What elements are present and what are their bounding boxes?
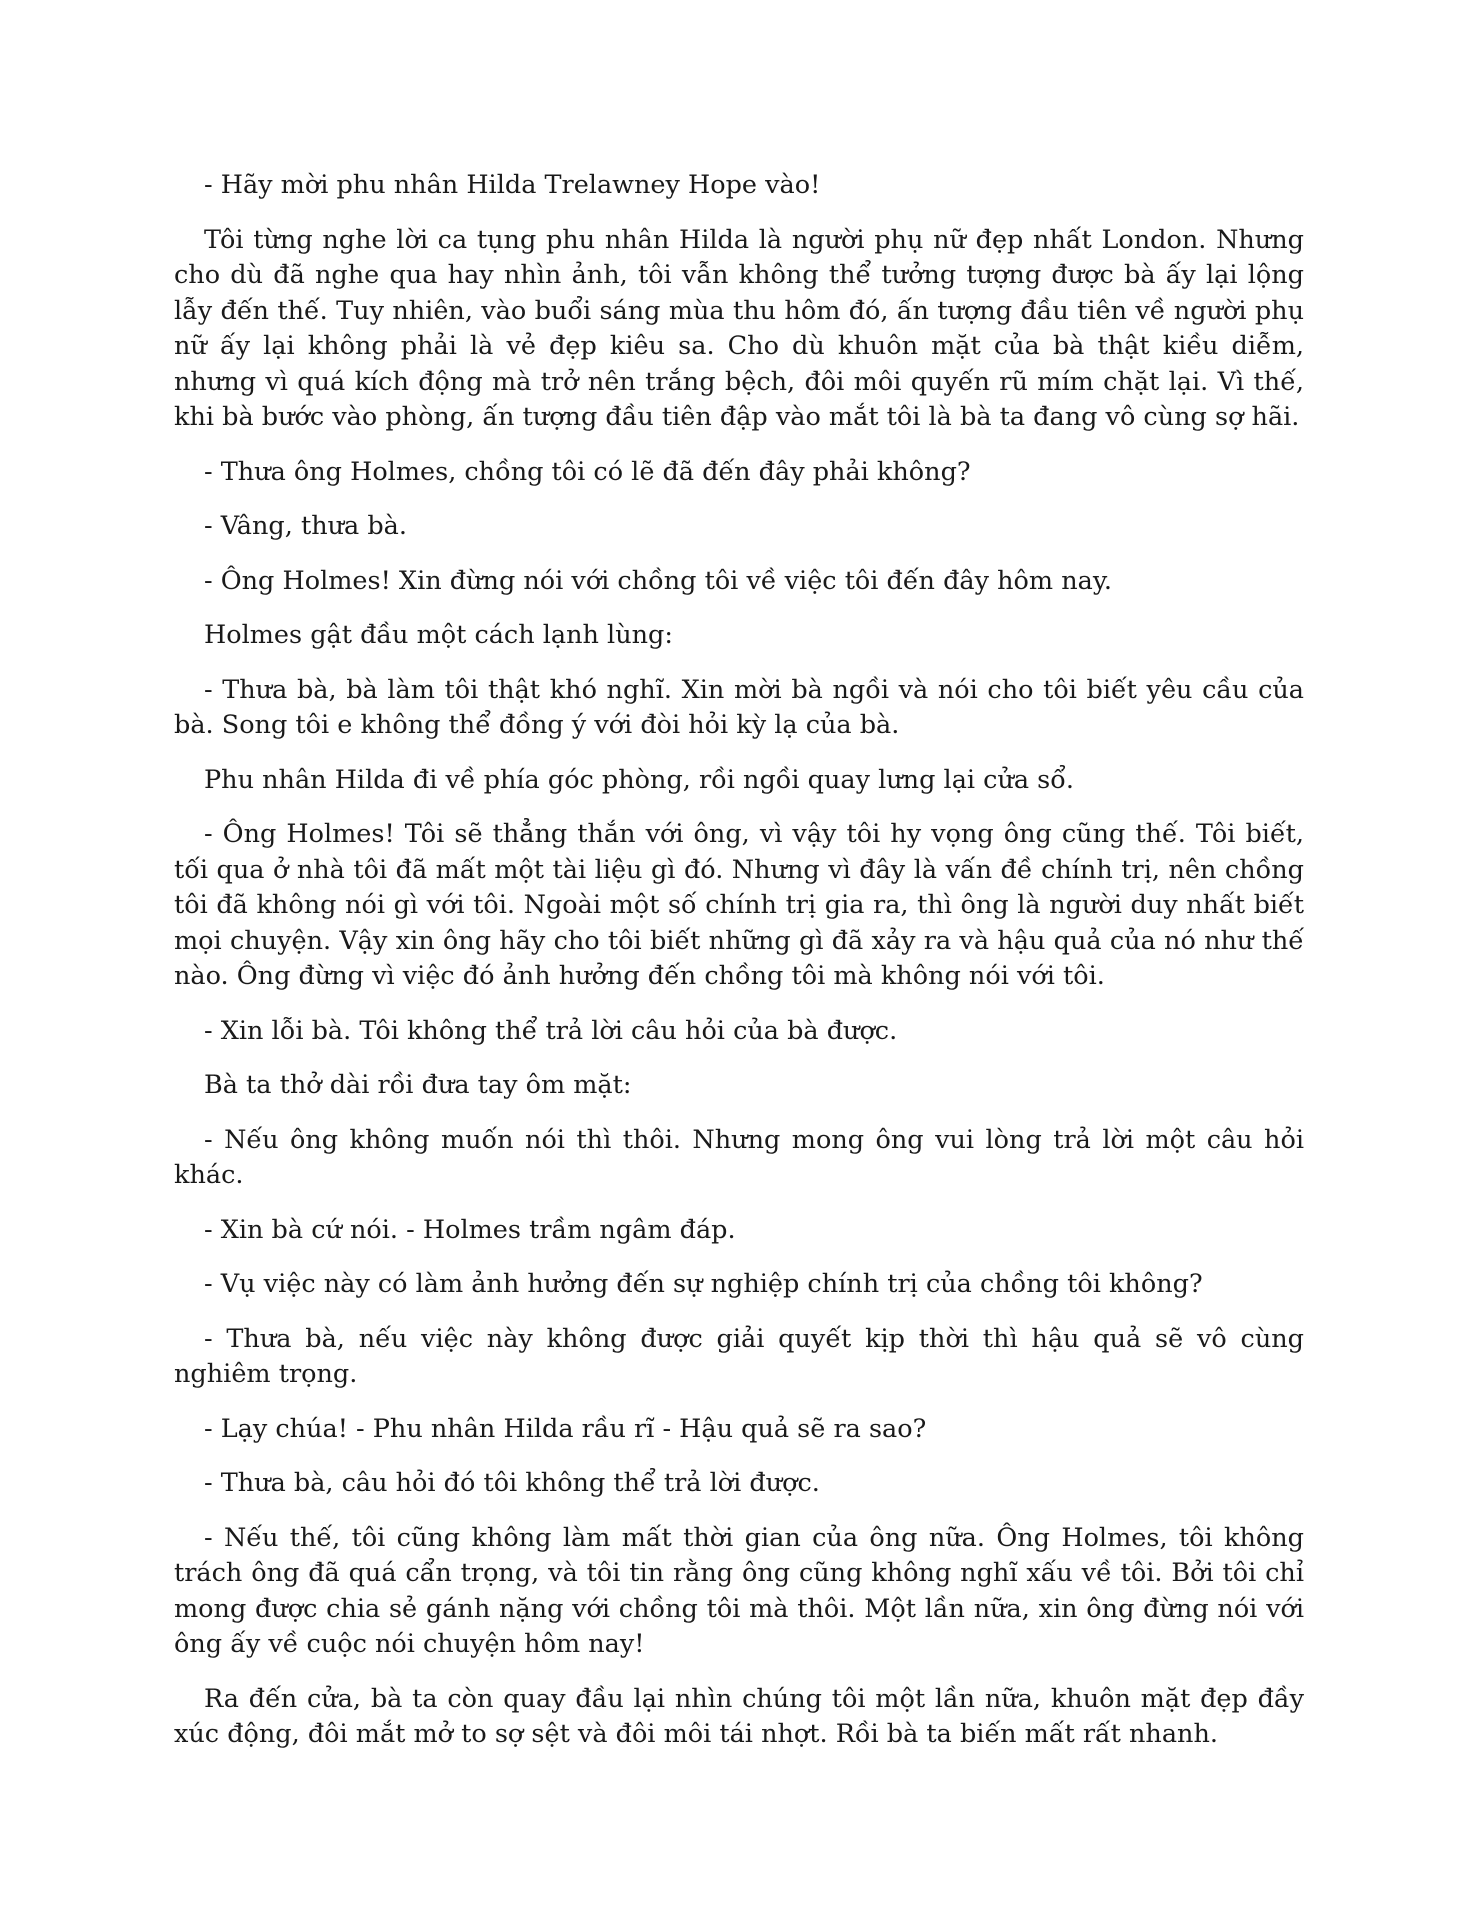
paragraph: - Thưa bà, câu hỏi đó tôi không thể trả lời được. xyxy=(204,1468,820,1498)
paragraph: - Vâng, thưa bà. xyxy=(204,511,407,541)
paragraph: Holmes gật đầu một cách lạnh lùng: xyxy=(204,620,673,650)
paragraph: Tôi từng nghe lời ca tụng phu nhân Hilda là người phụ nữ đẹp nhất London. Nhưng cho dù đã nghe qua hay nhìn ảnh, tôi vẫn không thể tưởng tượng được bà ấy lại lộng lẫy đến thế. Tuy nhiên, vào buổi sáng mùa thu hôm đó, ấn tượng đầu tiên về người phụ nữ ấy lại không phải là vẻ đẹp kiêu sa. Cho dù khuôn mặt của bà thật kiều diễm, nhưng vì quá kích động mà trở nên trắng bệch, đôi môi quyến rũ mím chặt lại. Vì thế, khi bà bước vào phòng, ấn tượng đầu tiên đập vào mắt tôi là bà ta đang vô cùng sợ hãi. xyxy=(174,224,1304,432)
paragraph: - Thưa ông Holmes, chồng tôi có lẽ đã đến đây phải không? xyxy=(204,456,971,487)
paragraph: - Hãy mời phu nhân Hilda Trelawney Hope vào! xyxy=(204,170,821,200)
paragraph: - Xin bà cứ nói. - Holmes trầm ngâm đáp. xyxy=(204,1214,736,1245)
paragraph: Bà ta thở dài rồi đưa tay ôm mặt: xyxy=(204,1070,632,1100)
paragraph: - Vụ việc này có làm ảnh hưởng đến sự nghiệp chính trị của chồng tôi không? xyxy=(204,1269,1203,1299)
paragraph: Ra đến cửa, bà ta còn quay đầu lại nhìn chúng tôi một lần nữa, khuôn mặt đẹp đầy xúc động, đôi mắt mở to sợ sệt và đôi môi tái nhợt. Rồi bà ta biến mất rất nhanh. xyxy=(174,1683,1304,1749)
paragraph: - Lạy chúa! - Phu nhân Hilda rầu rĩ - Hậu quả sẽ ra sao? xyxy=(204,1413,927,1444)
paragraph: - Thưa bà, nếu việc này không được giải quyết kịp thời thì hậu quả sẽ vô cùng nghiêm trọng. xyxy=(174,1323,1304,1389)
paragraph: Phu nhân Hilda đi về phía góc phòng, rồi ngồi quay lưng lại cửa sổ. xyxy=(204,764,1074,795)
paragraph: - Ông Holmes! Tôi sẽ thẳng thắn với ông, vì vậy tôi hy vọng ông cũng thế. Tôi biết, tối qua ở nhà tôi đã mất một tài liệu gì đó. Nhưng vì đây là vấn đề chính trị, nên chồng tôi đã không nói gì với tôi. Ngoài một số chính trị gia ra, thì ông là người duy nhất biết mọi chuyện. Vậy xin ông hãy cho tôi biết những gì đã xảy ra và hậu quả của nó như thế nào. Ông đừng vì việc đó ảnh hưởng đến chồng tôi mà không nói với tôi. xyxy=(174,819,1304,991)
paragraph: - Nếu thế, tôi cũng không làm mất thời gian của ông nữa. Ông Holmes, tôi không trách ông đã quá cẩn trọng, và tôi tin rằng ông cũng không nghĩ xấu về tôi. Bởi tôi chỉ mong được chia sẻ gánh nặng với chồng tôi mà thôi. Một lần nữa, xin ông đừng nói với ông ấy về cuộc nói chuyện hôm nay! xyxy=(174,1522,1304,1659)
paragraph: - Ông Holmes! Xin đừng nói với chồng tôi về việc tôi đến đây hôm nay. xyxy=(204,565,1112,596)
paragraph: - Xin lỗi bà. Tôi không thể trả lời câu hỏi của bà được. xyxy=(204,1015,898,1046)
document-page xyxy=(174,168,1304,1772)
paragraph: - Thưa bà, bà làm tôi thật khó nghĩ. Xin mời bà ngồi và nói cho tôi biết yêu cầu của bà. Song tôi e không thể đồng ý với đòi hỏi kỳ lạ của bà. xyxy=(174,674,1304,740)
paragraph: - Nếu ông không muốn nói thì thôi. Nhưng mong ông vui lòng trả lời một câu hỏi khác. xyxy=(174,1124,1304,1190)
